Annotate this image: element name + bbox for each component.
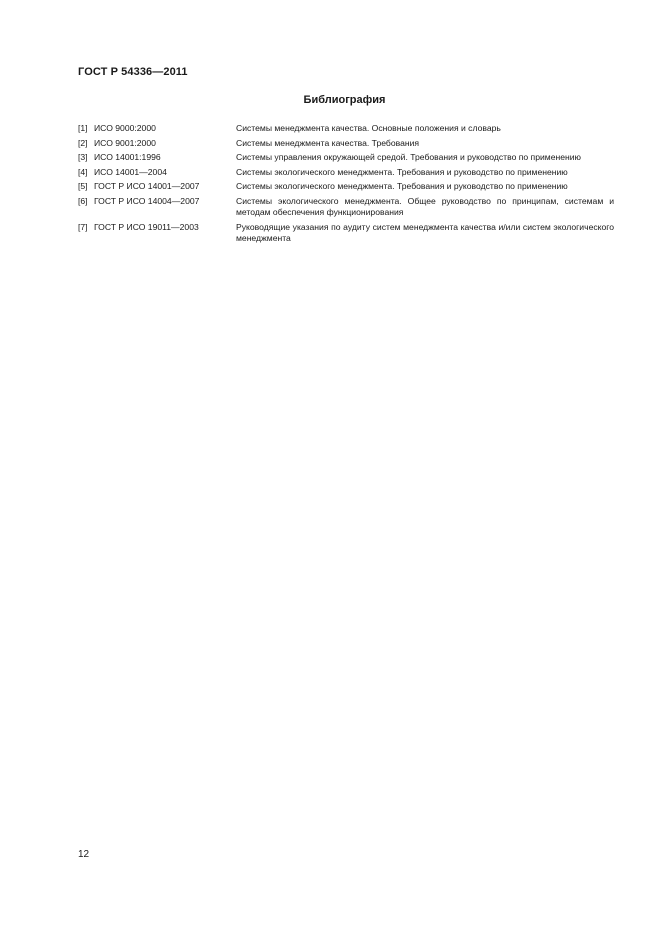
bibliography-list [78, 123, 614, 248]
bibliography-item-code: ИСО 9000:2000 [94, 123, 156, 133]
bibliography-item-description: Системы экологического менеджмента. Общее руководство по принципам, системам и методам обеспечения функционирования [236, 195, 614, 218]
bibliography-item-number: [3] [78, 152, 88, 163]
bibliography-item [78, 167, 614, 178]
bibliography-item [78, 123, 614, 134]
bibliography-item-number: [5] [78, 181, 88, 192]
bibliography-item-code: ИСО 14001:1996 [94, 152, 161, 163]
bibliography-item-description: Системы менеджмента качества. Основные положения и словарь [236, 123, 501, 133]
bibliography-item-code: ИСО 14001—2004 [94, 166, 167, 177]
bibliography-item [78, 152, 614, 163]
section-title: Библиография [303, 94, 386, 106]
bibliography-item-code: ГОСТ Р ИСО 14004—2007 [94, 195, 200, 206]
bibliography-item-description: Системы экологического менеджмента. Требования и руководство по применению [236, 181, 568, 192]
bibliography-item-number: [1] [78, 123, 88, 133]
bibliography-item-code: ГОСТ Р ИСО 14001—2007 [94, 181, 200, 192]
bibliography-item-description: Руководящие указания по аудиту систем менеджмента качества и/или систем экологического менеджмента [236, 221, 614, 244]
document-code: ГОСТ Р 54336—2011 [78, 66, 188, 78]
bibliography-item-number: [7] [78, 221, 88, 232]
bibliography-item-number: [4] [78, 166, 88, 177]
bibliography-item-description: Системы экологического менеджмента. Требования и руководство по применению [236, 166, 568, 177]
bibliography-item-code: ИСО 9001:2000 [94, 137, 156, 148]
bibliography-item [78, 138, 614, 149]
bibliography-item-number: [6] [78, 195, 88, 206]
bibliography-item-description: Системы менеджмента качества. Требования [236, 137, 420, 148]
page-number: 12 [78, 849, 90, 860]
bibliography-item [78, 181, 614, 192]
bibliography-item [78, 196, 614, 219]
bibliography-item-code: ГОСТ Р ИСО 19011—2003 [94, 221, 199, 232]
bibliography-item-number: [2] [78, 137, 88, 148]
bibliography-item-description: Системы управления окружающей средой. Требования и руководство по применению [236, 152, 581, 163]
bibliography-item [78, 222, 614, 245]
